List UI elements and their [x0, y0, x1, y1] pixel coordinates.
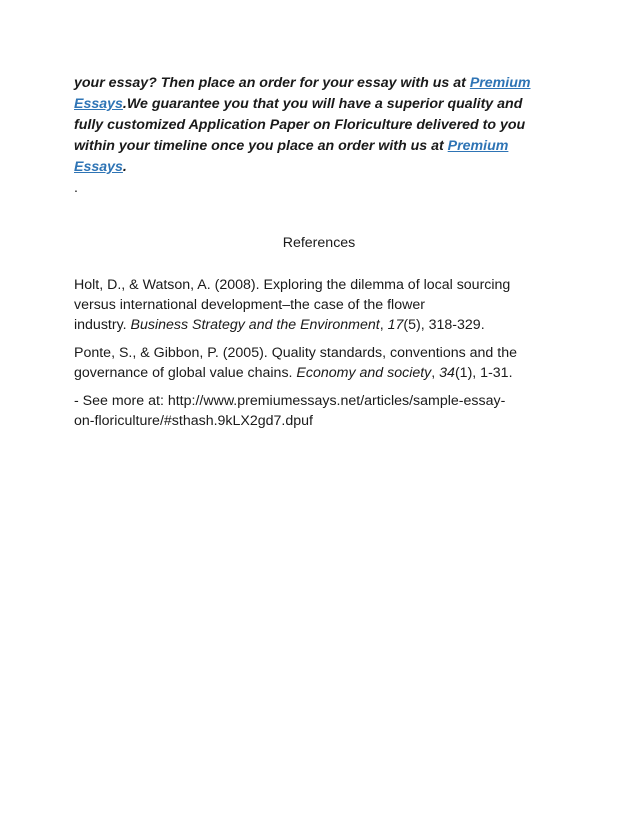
intro-line	[74, 94, 554, 115]
reference-line: Holt, D., & Watson, A. (2008). Exploring the dilemma of local sourcing	[74, 277, 511, 293]
see-more-line: on-floriculture/#sthash.9kLX2gd7.dpuf	[74, 413, 313, 429]
reference-item	[74, 343, 564, 383]
reference-text: governance of global value chains.	[74, 365, 297, 381]
reference-pages: (5), 318-329.	[403, 317, 485, 333]
journal-volume: 34	[439, 365, 455, 381]
reference-line	[74, 315, 564, 335]
premium-essays-link[interactable]: Premium	[469, 75, 531, 91]
see-more-line: - See more at: http://www.premiumessays.net/articles/sample-essay-	[74, 393, 506, 409]
premium-essays-link[interactable]: Premium	[447, 138, 509, 154]
reference-text: industry.	[74, 317, 131, 333]
reference-line: Ponte, S., & Gibbon, P. (2005). Quality standards, conventions and the	[74, 345, 517, 361]
intro-text: within your timeline once you place an order with us at	[74, 138, 448, 154]
reference-separator: ,	[379, 317, 388, 333]
journal-volume: 17	[387, 317, 404, 333]
reference-line	[74, 363, 564, 383]
journal-title: Business Strategy and the Environment	[130, 317, 380, 333]
references-list	[74, 275, 564, 439]
intro-text: .	[122, 159, 127, 175]
intro-line: fully customized Application Paper on Floriculture delivered to you	[74, 117, 526, 133]
reference-separator: ,	[431, 365, 440, 381]
intro-line	[74, 73, 554, 94]
reference-item	[74, 275, 564, 335]
closing-paragraph	[74, 73, 554, 199]
intro-text: .We guarantee you that you will have a superior quality and	[122, 96, 523, 112]
references-heading: References	[282, 235, 356, 251]
intro-trailing-dot: .	[74, 180, 78, 196]
see-more-note	[74, 391, 564, 431]
intro-line	[74, 157, 554, 178]
reference-line: versus international development–the case of the flower	[74, 297, 425, 313]
intro-text: your essay? Then place an order for your essay with us at	[74, 75, 470, 91]
journal-title: Economy and society	[296, 365, 432, 381]
reference-pages: (1), 1-31.	[454, 365, 513, 381]
premium-essays-link[interactable]: Essays	[74, 159, 123, 175]
intro-line	[74, 136, 554, 157]
premium-essays-link[interactable]: Essays	[74, 96, 123, 112]
